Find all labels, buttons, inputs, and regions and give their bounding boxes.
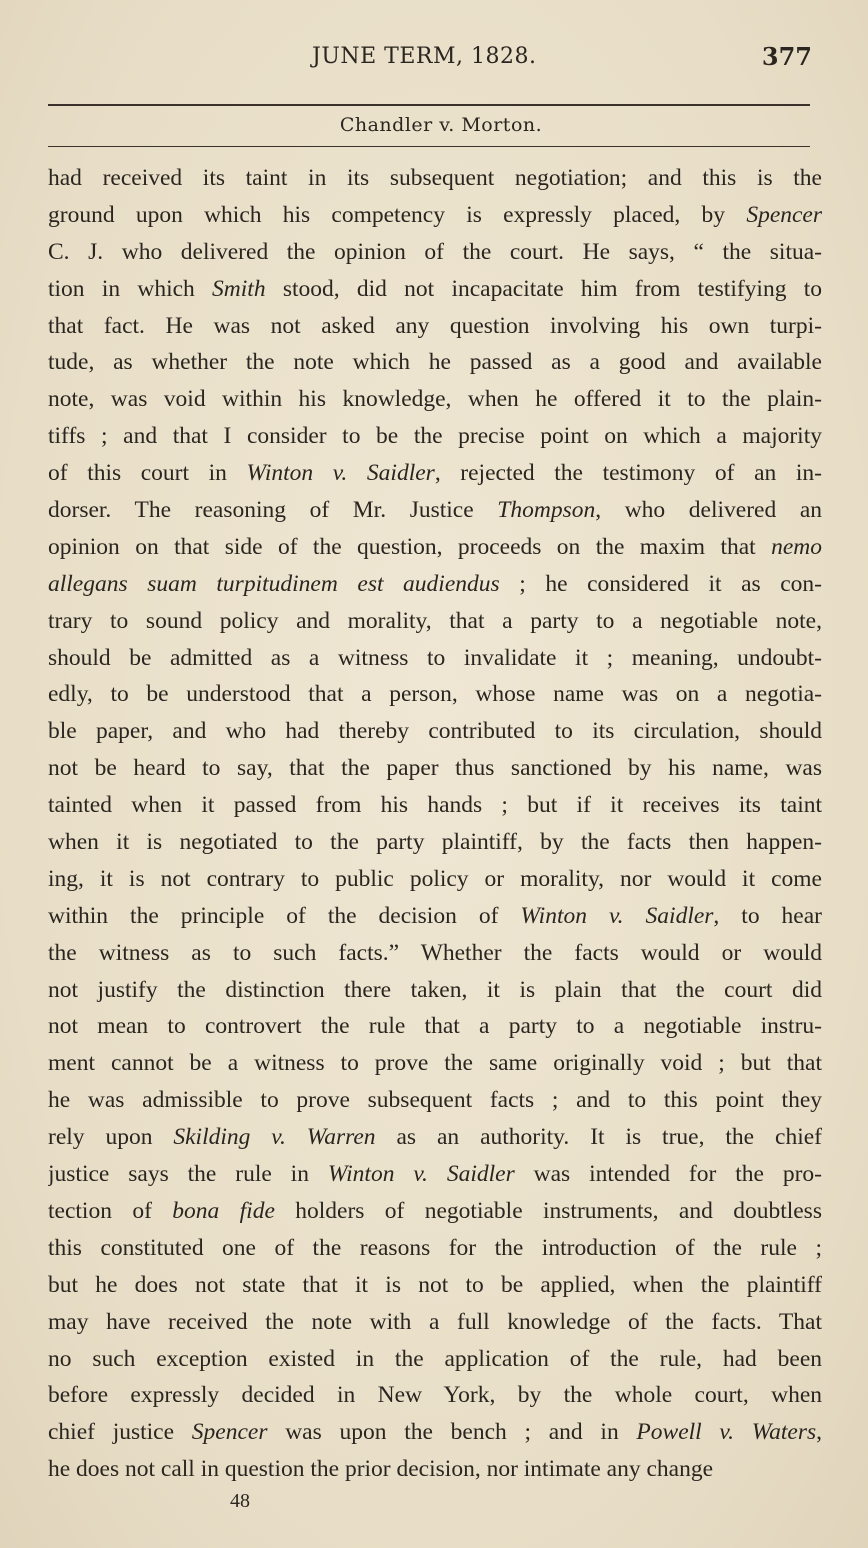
italic-citation: bona fide: [172, 1197, 275, 1224]
text-line: chief justice Spencer was upon the bench ; and in Powell v. Waters,: [48, 1419, 822, 1446]
header-rule-bottom: [48, 146, 810, 147]
text-line: had received its taint in its subsequent negotiation; and this is the: [48, 165, 822, 191]
text-line: that fact. He was not asked any question involving his own turpi-: [48, 312, 822, 339]
italic-citation: Spencer: [191, 1419, 268, 1446]
text-line: rely upon Skilding v. Warren as an authority. It is true, the chief: [48, 1124, 822, 1151]
text-line: tection of bona fide holders of negotiable instruments, and doubtless: [48, 1197, 822, 1224]
text-line: ble paper, and who had thereby contributed to its circulation, should: [48, 718, 822, 745]
text-line: should be admitted as a witness to invalidate it ; meaning, undoubt-: [48, 644, 822, 671]
italic-citation: Powell v. Waters: [636, 1419, 817, 1446]
page-header: [0, 44, 868, 78]
text-line: he does not call in question the prior decision, nor intimate any change: [48, 1456, 713, 1483]
italic-citation: nemo: [771, 533, 822, 560]
text-line: this constituted one of the reasons for the introduction of the rule ;: [48, 1234, 822, 1261]
text-line: not mean to controvert the rule that a party to a negotiable instru-: [48, 1013, 822, 1040]
text-line: edly, to be understood that a person, whose name was on a negotia-: [48, 681, 822, 708]
text-line: may have received the note with a full knowledge of the facts. That: [48, 1308, 822, 1335]
italic-citation: Spencer: [746, 201, 822, 228]
text-line: not justify the distinction there taken, it is plain that the court did: [48, 976, 822, 1003]
text-line: justice says the rule in Winton v. Saidler was intended for the pro-: [48, 1161, 822, 1188]
text-line: when it is negotiated to the party plaintiff, by the facts then happen-: [48, 829, 822, 856]
text-line: ground upon which his competency is expressly placed, by Spencer: [48, 201, 822, 228]
header-rule-top: [48, 104, 810, 106]
case-title-text: Chandler v. Morton.: [339, 114, 543, 136]
italic-citation: Winton v. Saidler: [520, 902, 714, 929]
italic-citation: Winton v. Saidler: [327, 1161, 515, 1188]
page-number: 377: [761, 42, 812, 71]
running-head: JUNE TERM, 1828.: [312, 44, 537, 69]
text-line: C. J. who delivered the opinion of the court. He says, “ the situa-: [48, 238, 822, 265]
italic-citation: allegans suam turpitudinem est audiendus: [48, 570, 500, 597]
text-line: he was admissible to prove subsequent facts ; and to this point they: [48, 1087, 822, 1114]
text-line: but he does not state that it is not to be applied, when the plaintiff: [48, 1271, 822, 1298]
case-title: [0, 114, 868, 136]
text-line: ment cannot be a witness to prove the same originally void ; but that: [48, 1050, 822, 1077]
text-line: tion in which Smith stood, did not incapacitate him from testifying to: [48, 275, 822, 302]
text-line: ing, it is not contrary to public policy or morality, nor would it come: [48, 865, 822, 892]
text-line: the witness as to such facts.” Whether the facts would or would: [48, 939, 822, 966]
body-text: [48, 160, 822, 1488]
italic-citation: Thompson: [497, 497, 596, 524]
text-line: tude, as whether the note which he passed as a good and available: [48, 349, 822, 376]
italic-citation: Skilding v. Warren: [173, 1124, 376, 1151]
text-line: dorser. The reasoning of Mr. Justice Thompson, who delivered an: [48, 497, 822, 524]
text-line: note, was void within his knowledge, when he offered it to the plain-: [48, 386, 822, 413]
text-line: not be heard to say, that the paper thus sanctioned by his name, was: [48, 755, 822, 782]
text-line: within the principle of the decision of Winton v. Saidler, to hear: [48, 902, 822, 929]
text-line: of this court in Winton v. Saidler, rejected the testimony of an in-: [48, 460, 822, 487]
text-line: before expressly decided in New York, by the whole court, when: [48, 1382, 822, 1409]
text-line: opinion on that side of the question, proceeds on the maxim that nemo: [48, 533, 822, 560]
text-line: tainted when it passed from his hands ; but if it receives its taint: [48, 792, 822, 819]
signature-mark: 48: [230, 1490, 250, 1512]
text-line: no such exception existed in the application of the rule, had been: [48, 1345, 822, 1372]
text-line: trary to sound policy and morality, that a party to a negotiable note,: [48, 607, 822, 634]
italic-citation: Smith: [212, 275, 266, 302]
italic-citation: Winton v. Saidler: [246, 460, 435, 487]
text-line: tiffs ; and that I consider to be the precise point on which a majority: [48, 423, 822, 450]
text-line: allegans suam turpitudinem est audiendus ; he considered it as con-: [48, 570, 822, 597]
